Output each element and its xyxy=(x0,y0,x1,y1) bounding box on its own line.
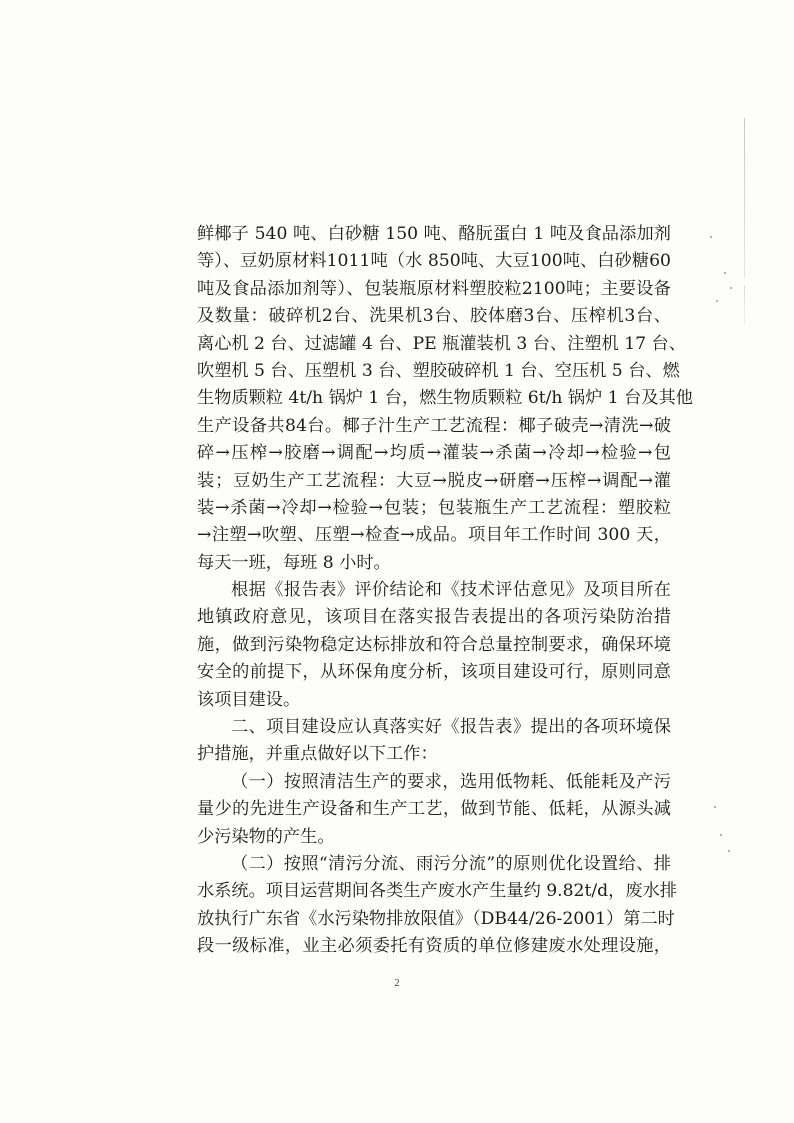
scan-speck xyxy=(720,834,722,836)
text-line: 地镇政府意见，该项目在落实报告表提出的各项污染防治措 xyxy=(197,607,671,628)
text-line: 生产设备共84台。椰子汁生产工艺流程：椰子破壳→清洗→破 xyxy=(197,415,671,436)
scan-speck xyxy=(716,300,718,302)
text-line: 每天一班，每班 8 小时。 xyxy=(197,552,391,573)
scan-edge-shadow xyxy=(744,118,745,278)
text-line: 段一级标准，业主必须委托有资质的单位修建废水处理设施， xyxy=(197,936,671,957)
body-text xyxy=(197,221,693,961)
item-first-line: （二）按照“清污分流、雨污分流”的原则优化设置给、排 xyxy=(231,853,671,874)
item-first-line: （一）按照清洁生产的要求，选用低物耗、低能耗及产污 xyxy=(231,771,671,792)
text-line: 水系统。项目运营期间各类生产废水产生量约 9.82t/d，废水排 xyxy=(197,881,677,902)
text-line: 吹塑机 5 台、压塑机 3 台、塑胶破碎机 1 台、空压机 5 台、燃 xyxy=(197,360,680,381)
page-number: 2 xyxy=(394,978,400,989)
text-line: 等）、豆奶原材料1011吨（水 850吨、大豆100吨、白砂糖60 xyxy=(197,251,671,272)
section-heading-line: 二、项目建设应认真落实好《报告表》提出的各项环境保 xyxy=(231,717,671,738)
text-line: 量少的先进生产设备和生产工艺，做到节能、低耗，从源头减 xyxy=(197,799,671,820)
text-line: 离心机 2 台、过滤罐 4 台、PE 瓶灌装机 3 台、注塑机 17 台、 xyxy=(197,333,686,354)
text-line: 生物质颗粒 4t/h 锅炉 1 台，燃生物质颗粒 6t/h 锅炉 1 台及其他 xyxy=(197,388,693,409)
text-line: 及数量：破碎机2台、洗果机3台、胶体磨3台、压榨机3台、 xyxy=(197,306,671,327)
scan-speck xyxy=(710,236,712,238)
text-line: →注塑→吹塑、压塑→检查→成品。项目年工作时间 300 天， xyxy=(197,525,671,546)
text-line: 少污染物的产生。 xyxy=(197,826,335,847)
scan-speck xyxy=(724,272,726,274)
text-line: 该项目建设。 xyxy=(197,689,301,710)
text-line: 吨及食品添加剂等）、包装瓶原材料塑胶粒2100吨；主要设备 xyxy=(197,278,671,299)
scan-speck xyxy=(728,850,730,852)
scan-speck xyxy=(714,806,716,808)
text-line: 安全的前提下，从环保角度分析，该项目建设可行，原则同意 xyxy=(197,662,671,683)
text-line: 施，做到污染物稳定达标排放和符合总量控制要求，确保环境 xyxy=(197,634,671,655)
text-line: 碎→压榨→胶磨→调配→均质→灌装→杀菌→冷却→检验→包 xyxy=(197,443,671,464)
text-line: 鲜椰子 540 吨、白砂糖 150 吨、酪朊蛋白 1 吨及食品添加剂 xyxy=(197,224,671,244)
text-line: 护措施，并重点做好以下工作： xyxy=(197,744,438,765)
text-line: 装；豆奶生产工艺流程：大豆→脱皮→研磨→压榨→调配→灌 xyxy=(197,470,671,491)
scan-speck xyxy=(730,287,732,289)
text-line: 装→杀菌→冷却→检验→包装；包装瓶生产工艺流程：塑胶粒 xyxy=(197,497,671,518)
text-line: 放执行广东省《水污染物排放限值》（DB44/26-2001）第二时 xyxy=(197,908,675,929)
scan-edge-shadow-lower xyxy=(744,285,745,325)
paragraph-first-line: 根据《报告表》评价结论和《技术评估意见》及项目所在 xyxy=(231,580,671,601)
